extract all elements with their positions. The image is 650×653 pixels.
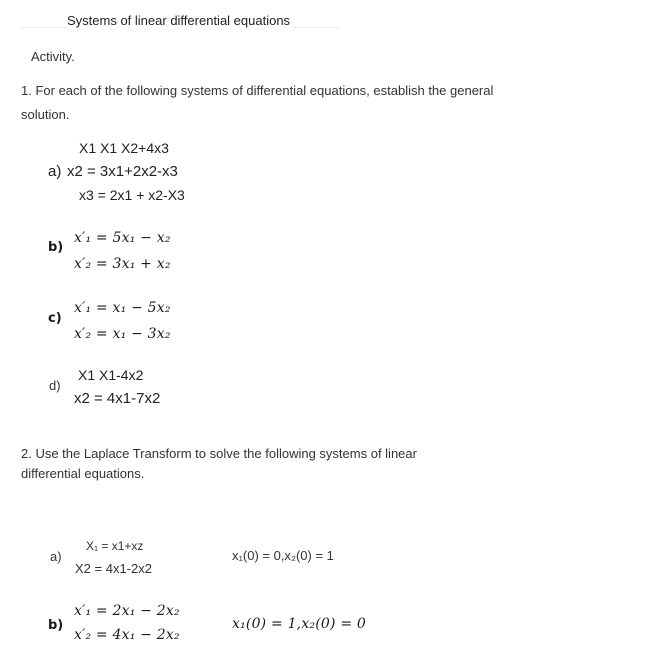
s2b-label: b) <box>48 618 64 633</box>
s2a-initial: x₁(0) = 0,x₂(0) = 1 <box>232 548 334 563</box>
s2a-eq2: X2 = 4x1-2x2 <box>75 561 152 576</box>
s1a-line3: x3 = 2x1 + x2-X3 <box>79 187 185 203</box>
section2-intro-line2: differential equations. <box>21 466 145 481</box>
s2b-eq1: x′₁ = 2x₁ − 2x₂ <box>74 603 180 619</box>
s1c-eq1: x′₁ = x₁ − 5x₂ <box>74 300 171 316</box>
scan-artifact <box>20 27 68 28</box>
s2b-initial: x₁(0) = 1,x₂(0) = 0 <box>232 616 367 632</box>
section1-intro-line2: solution. <box>21 107 70 122</box>
s1a-line1: X1 X1 X2+4x3 <box>79 140 169 156</box>
section2-intro-line1: 2. Use the Laplace Transform to solve the following systems of linear <box>21 446 417 461</box>
s1a-line2: x2 = 3x1+2x2-x3 <box>67 163 178 180</box>
s1c-eq2: x′₂ = x₁ − 3x₂ <box>74 326 171 342</box>
s1b-eq2: x′₂ = 3x₁ + x₂ <box>74 256 171 272</box>
page-title: Systems of linear differential equations <box>67 13 291 28</box>
s2a-label: a) <box>50 549 62 564</box>
scan-artifact <box>292 27 340 28</box>
s2a-eq1: X₁ = x1+xz <box>86 539 144 553</box>
s1b-label: b) <box>48 240 64 255</box>
s1d-line2: x2 = 4x1-7x2 <box>74 390 161 407</box>
s1d-label: d) <box>49 378 61 393</box>
s1a-label: a) <box>48 163 62 180</box>
s1c-label: c) <box>48 311 62 326</box>
section1-intro-line1: 1. For each of the following systems of differential equations, establish the general <box>21 83 494 98</box>
s1d-line1: X1 X1-4x2 <box>78 367 144 383</box>
s2b-eq2: x′₂ = 4x₁ − 2x₂ <box>74 627 180 643</box>
s1b-eq1: x′₁ = 5x₁ − x₂ <box>74 230 171 246</box>
activity-label: Activity. <box>31 49 75 64</box>
